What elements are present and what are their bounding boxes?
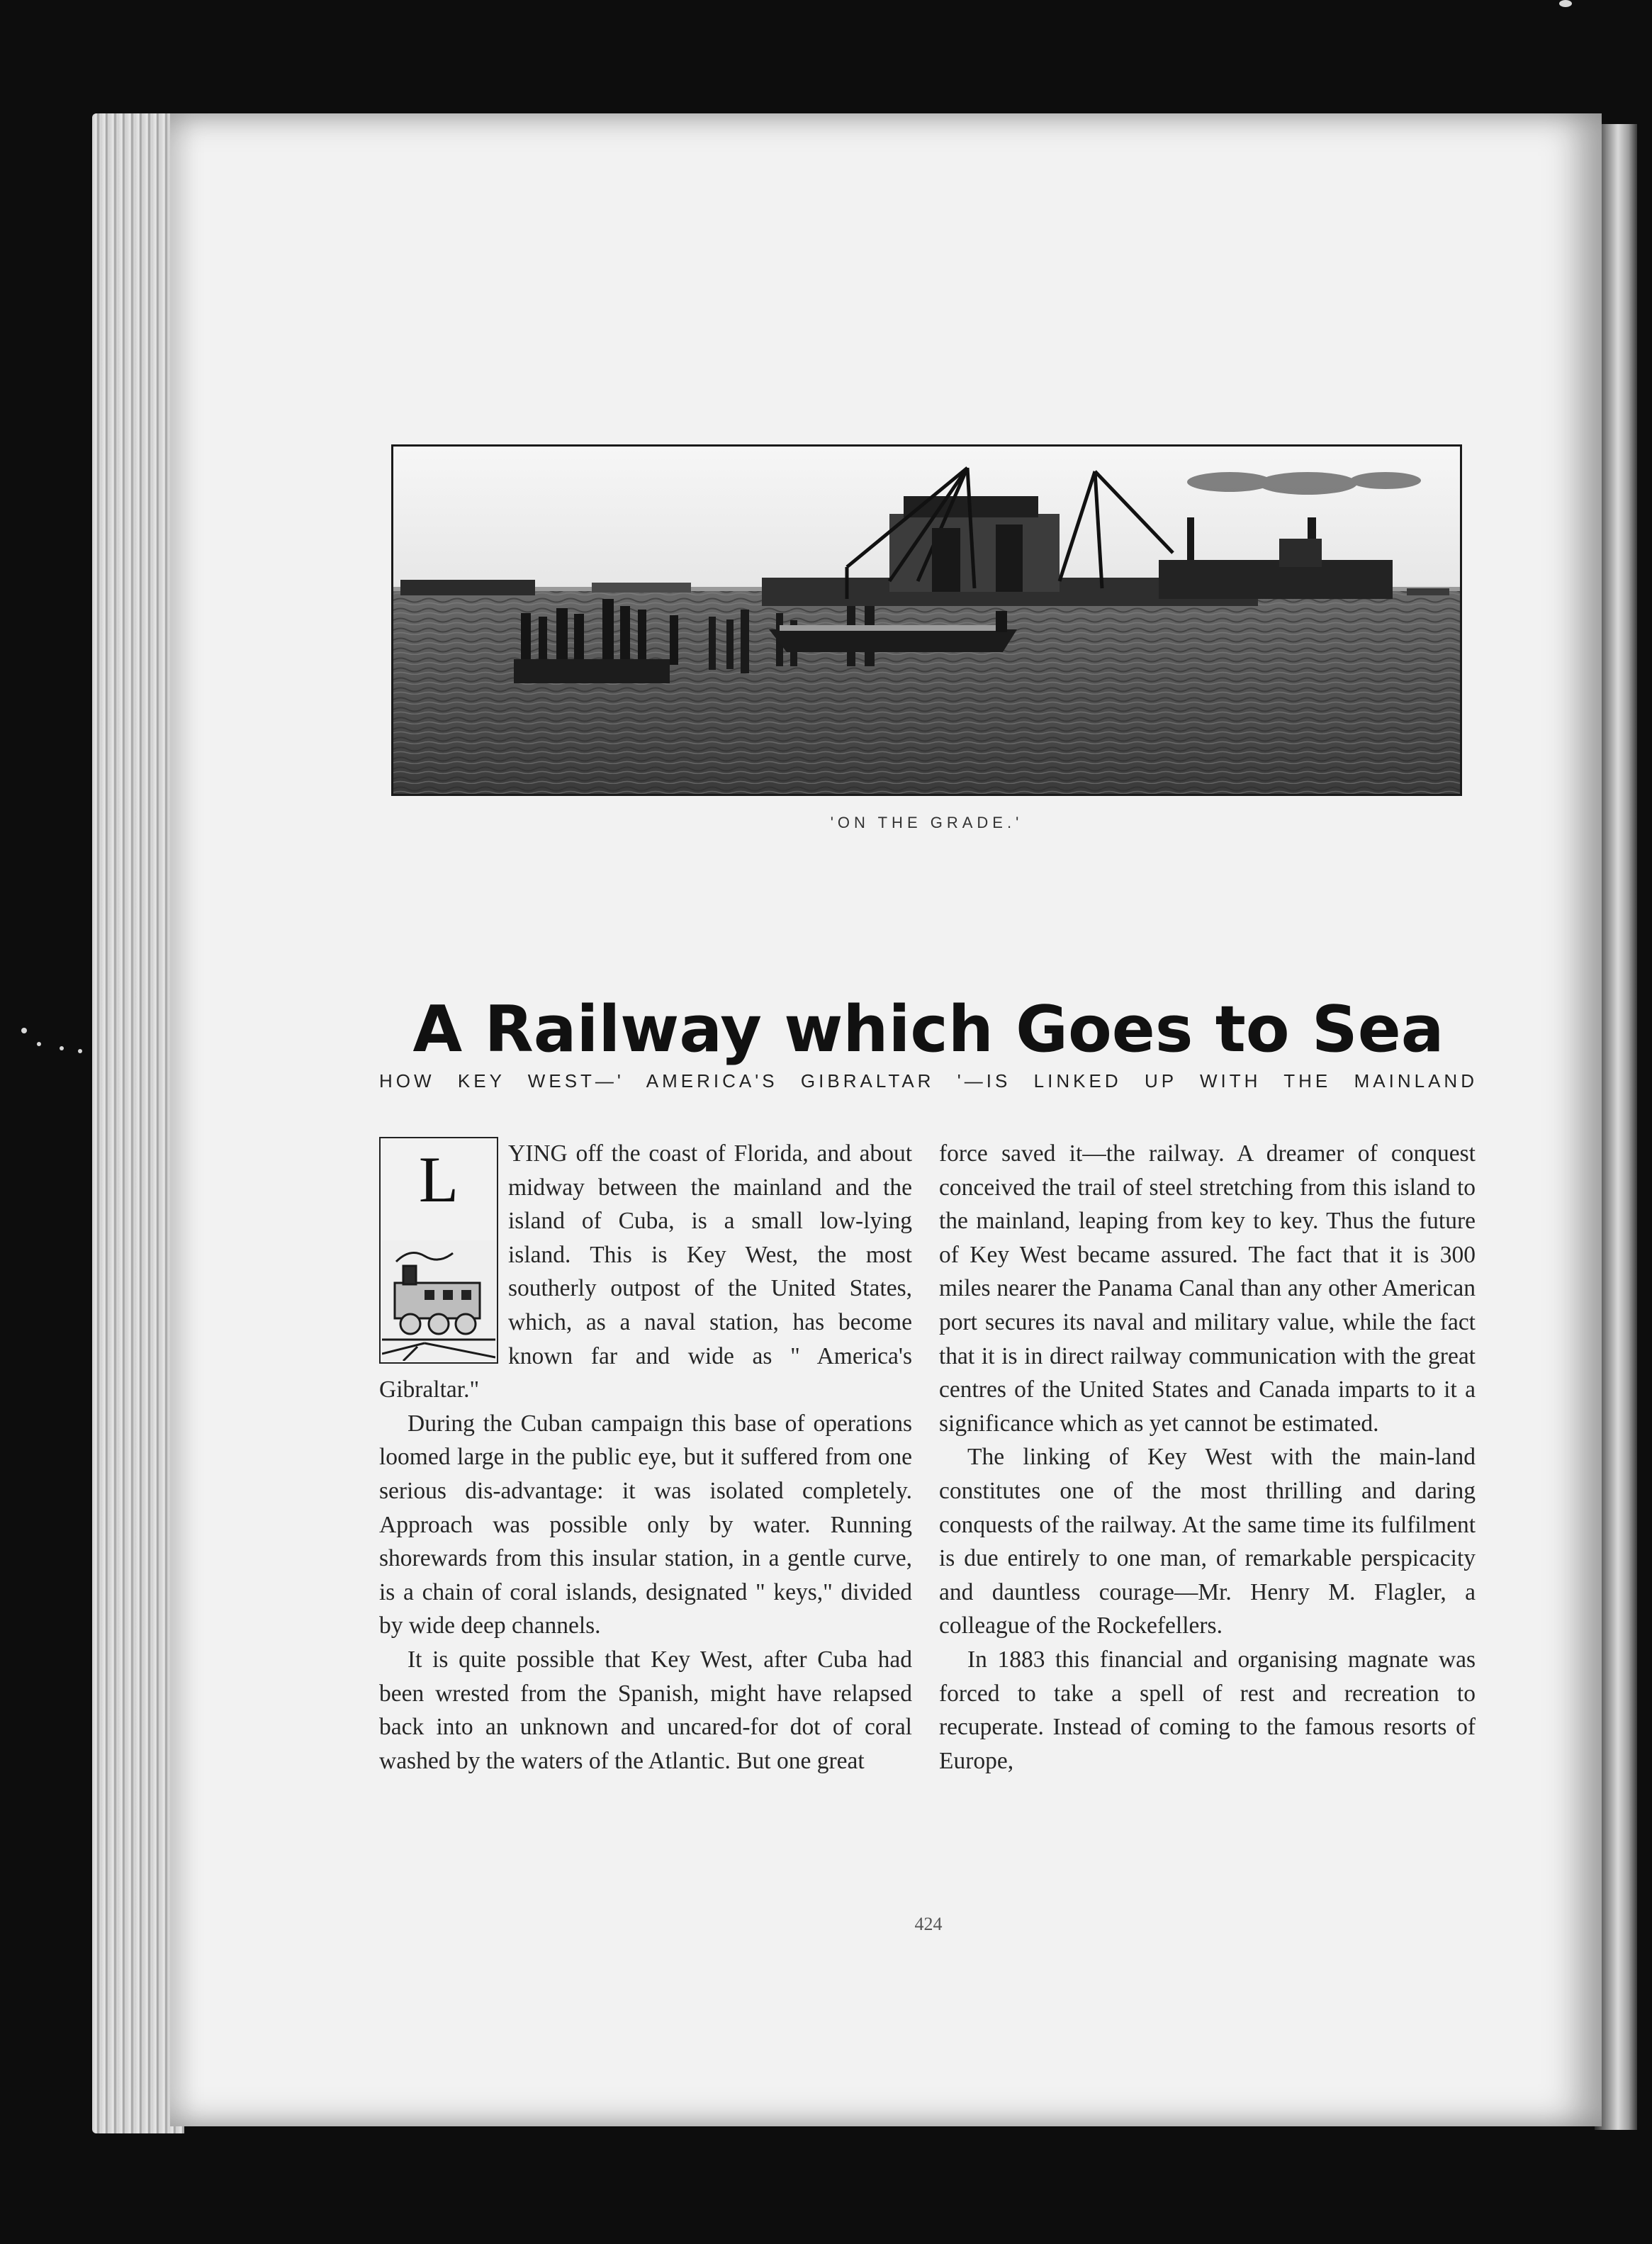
- paragraph: force saved it—the railway. A dreamer of conquest conceived the trail of steel stretching from this island to the mainland, leaping from key to key. Thus the future of Key West became assured. The fact that it is 300 miles nearer the Panama Canal than any other American port secures its naval and military value, while the fact that it is in direct railway communication with the great centres of the United States and Canada imparts to it a significance which as yet cannot be estimated.: [939, 1140, 1476, 1437]
- scan-speck: [1559, 0, 1572, 7]
- paragraph: The linking of Key West with the main-land constitutes one of the most thrilling and daring conquests of the railway. At the same time its fulfilment is due entirely to one man, of remarkable perspicacity and dauntless courage—Mr. Henry M. Flagler, a colleague of the Rockefellers.: [939, 1444, 1476, 1639]
- page-number: 424: [914, 1914, 943, 1934]
- drop-cap-letter: L: [418, 1143, 459, 1216]
- paragraph: During the Cuban campaign this base of operations loomed large in the public eye, but it suffered from one serious dis-advantage: it was isolated completely. Approach was possible only by water. Running shorewards from this insular station, in a gentle curve, is a chain of coral islands, designated " keys," divided by wide deep channels.: [379, 1410, 912, 1639]
- left-column: [379, 1137, 912, 1778]
- right-column: [939, 1137, 1476, 1778]
- scan-speck: [37, 1042, 41, 1046]
- article-subtitle: HOW KEY WEST—' AMERICA'S GIBRALTAR '—IS LINKED UP WITH THE MAINLAND: [379, 1070, 1478, 1092]
- book-page: [170, 113, 1602, 2126]
- scan-speck: [21, 1028, 27, 1033]
- photo-caption: 'ON THE GRADE.': [830, 814, 1023, 831]
- paragraph: YING off the coast of Florida, and about midway between the mainland and the island of Cuba, is a small low-lying island. This is Key West, the most southerly outpost of the United States, which, as a naval station, has become known far and wide as " America's Gibraltar.": [379, 1140, 912, 1403]
- locomotive-icon: [382, 1240, 495, 1361]
- drop-cap-illustration: [379, 1137, 498, 1364]
- article-title: A Railway which Goes to Sea: [412, 992, 1444, 1067]
- scan-speck: [60, 1046, 64, 1050]
- paragraph: In 1883 this financial and organising magnate was forced to take a spell of rest and recreation to recuperate. Instead of coming to the famous resorts of Europe,: [939, 1646, 1476, 1774]
- scan-speck: [78, 1049, 82, 1053]
- paragraph: It is quite possible that Key West, after Cuba had been wrested from the Spanish, might have relapsed back into an unknown and uncared-for dot of coral washed by the waters of the Atlantic. But one great: [379, 1646, 912, 1774]
- harbor-photograph: [393, 447, 1460, 794]
